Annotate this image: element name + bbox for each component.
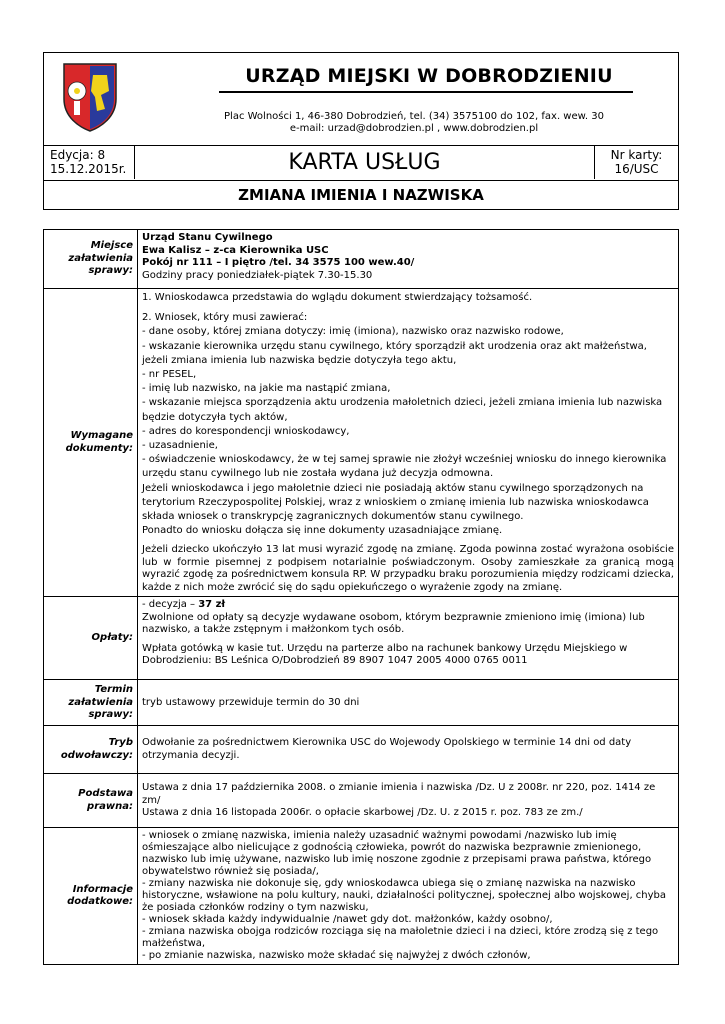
label-informacje: Informacje dodatkowe: (44, 828, 138, 965)
legal-basis-2: Ustawa z dnia 16 listopada 2006r. o opłacie skarbowej /Dz. U. z 2015 r. poz. 783 ze zm./ (142, 807, 583, 819)
info-item: - wniosek o zmianę nazwiska, imienia należy uzasadnić ważnymi powodami /nazwisko lub imię ośmieszające albo nielicujące z godnością człowieka, powrót do nazwiska bezprawnie zmienionego, nazwisko lub imię używane, nazwisko lub imię noszone zgodnie z przepisami prawa państwa, którego obywatelstwo również się posiada/, (142, 830, 652, 878)
child-consent-note: Jeżeli dziecko ukończyło 13 lat musi wyrazić zgodę na zmianę. Zgoda powinna zostać wyrażona osobiście lub w formie pisemnej z podpisem notarialnie poświadczonym. Osoby zamieszkałe za granicą mogą wyrazić zgodę za pośrednictwem konsula RP. W przypadku braku porozumienia między rodzicami dziecka, każde z nich może zwrócić się do sądu opiekuńczego o wyrażenie zgody na zmianę. (142, 544, 674, 593)
info-item: - wniosek składa każdy indywidualnie /nawet gdy dot. małżonków, każdy osobno/, (142, 914, 553, 926)
contact-line: e-mail: urzad@dobrodzien.pl , www.dobrodzien.pl (289, 123, 539, 134)
deadline-text: tryb ustawowy przewiduje termin do 30 dni (142, 696, 360, 708)
label-termin: Termin załatwienia sprawy: (44, 680, 138, 726)
label-podstawa: Podstawa prawna: (44, 774, 138, 828)
row-oplaty (44, 597, 679, 680)
header-top (44, 53, 678, 145)
office-name: Urząd Stanu Cywilnego (142, 232, 273, 243)
coat-of-arms-logo (61, 61, 119, 133)
edition-date: 15.12.2015r. (50, 162, 127, 176)
value-tryb (138, 726, 679, 774)
room-phone: Pokój nr 111 – I piętro /tel. 34 3575 100 wew.40/ (142, 257, 415, 268)
office-hours: Godziny pracy poniedziałek-piątek 7.30-15.30 (142, 269, 373, 281)
label-miejsce: Miejsce załatwienia sprawy: (44, 230, 138, 289)
value-termin (138, 680, 679, 726)
appeal-text: Odwołanie za pośrednictwem Kierownika USC do Wojewody Opolskiego w terminie 14 dni od daty otrzymania decyzji. (142, 737, 632, 761)
edition-label: Edycja: 8 (50, 148, 106, 162)
value-informacje (138, 828, 679, 965)
doc-line: - uzasadnienie, (142, 440, 218, 452)
payment-info: Wpłata gotówką w kasie tut. Urzędu na parterze albo na rachunek bankowy Urzędu Miejskiego w Dobrodzieniu: BS Leśnica O/Dobrodzień 89 8907 1047 2005 4000 0765 0011 (142, 642, 628, 667)
card-title: KARTA USŁUG (288, 150, 441, 175)
doc-line: 2. Wniosek, który musi zawierać: (142, 312, 308, 324)
edition-cell (44, 146, 135, 179)
doc-line: - adres do korespondencji wnioskodawcy, (142, 425, 350, 437)
card-number-label: Nr karty: (610, 148, 663, 162)
header-subject-row (44, 180, 678, 210)
title-underline (219, 91, 633, 93)
label-oplaty: Opłaty: (44, 597, 138, 680)
doc-line: - dane osoby, której zmiana dotyczy: imię (imiona), nazwisko oraz nazwisko rodowe, (142, 326, 564, 338)
row-termin (44, 680, 679, 726)
row-informacje (44, 828, 679, 965)
info-item: - zmiana nazwiska obojga rodziców rozciąga się na małoletnie dzieci i na dzieci, które zrodzą się z tego małżeństwa, (142, 926, 659, 950)
value-miejsce (138, 230, 679, 289)
fee-prefix: - decyzja – (142, 599, 199, 611)
value-podstawa (138, 774, 679, 828)
header-card-row (44, 145, 678, 180)
value-dokumenty (138, 289, 679, 597)
card-number: 16/USC (614, 162, 659, 176)
row-tryb (44, 726, 679, 774)
info-item: - po zmianie nazwiska, nazwisko może składać się najwyżej z dwóch członów, (142, 950, 531, 962)
doc-line: Ponadto do wniosku dołącza się inne dokumenty uzasadniające zmianę. (142, 525, 503, 537)
contact-person: Ewa Kalisz – z-ca Kierownika USC (142, 244, 329, 256)
label-dokumenty: Wymagane dokumenty: (44, 289, 138, 597)
doc-line: - wskazanie miejsca sporządzenia aktu urodzenia małoletnich dzieci, jeżeli zmiana imienia lub nazwiska będzie dotyczyła tych aktów, (142, 397, 663, 423)
service-table (43, 229, 679, 965)
fee-exemption: Zwolnione od opłaty są decyzje wydawane osobom, którym bezprawnie zmieniono imię (imiona) lub nazwisko, a także zstępnym i małżonkom tych osób. (142, 611, 645, 636)
row-dokumenty (44, 289, 679, 597)
label-tryb: Tryb odwoławczy: (44, 726, 138, 774)
office-title: URZĄD MIEJSKI W DOBRODZIENIU (245, 65, 613, 87)
row-podstawa (44, 774, 679, 828)
doc-line: - nr PESEL, (142, 369, 197, 381)
doc-line: Jeżeli wnioskodawca i jego małoletnie dzieci nie posiadają aktów stanu cywilnego sporządzonych na terytorium Rzeczypospolitej Polskiej, wraz z wnioskiem o zmianę imienia lub nazwiska wnioskodawca składa wniosek o transkrypcję zagranicznych dokumentów stanu cywilnego. (142, 482, 649, 523)
row-miejsce (44, 230, 679, 289)
info-item: - zmiany nazwiska nie dokonuje się, gdy wnioskodawca ubiega się o zmianę nazwiska na nazwisko historyczne, wsławione na polu kultury, nauki, działalności politycznej, społecznej albo wojskowej, chyba że posiada członków rodziny o tym nazwisku, (142, 878, 667, 914)
doc-line: - wskazanie kierownika urzędu stanu cywilnego, który sporządził akt urodzenia oraz akt małżeństwa, jeżeli zmiana imienia lub nazwiska będzie dotyczyła tego aktu, (142, 340, 647, 366)
doc-line: - oświadczenie wnioskodawcy, że w tej samej sprawie nie złożył wcześniej wniosku do innego kierownika urzędu stanu cywilnego lub nie została wydana już decyzja odmowna. (142, 454, 667, 480)
doc-point-1: 1. Wnioskodawca przedstawia do wglądu dokument stwierdzający tożsamość. (142, 292, 533, 303)
value-oplaty (138, 597, 679, 680)
fee-line (142, 599, 674, 612)
fee-amount: 37 zł (198, 599, 226, 611)
doc-line: - imię lub nazwisko, na jakie ma nastąpić zmiana, (142, 383, 391, 395)
service-subject: ZMIANA IMIENIA I NAZWISKA (238, 186, 484, 204)
header-box (43, 52, 679, 210)
card-number-cell (594, 146, 678, 179)
address-line: Plac Wolności 1, 46-380 Dobrodzień, tel. (34) 3575100 do 102, fax. wew. 30 (224, 111, 604, 122)
legal-basis-1: Ustawa z dnia 17 października 2008. o zmianie imienia i nazwiska /Dz. U z 2008r. nr 220, poz. 1414 ze zm/ (142, 782, 656, 806)
